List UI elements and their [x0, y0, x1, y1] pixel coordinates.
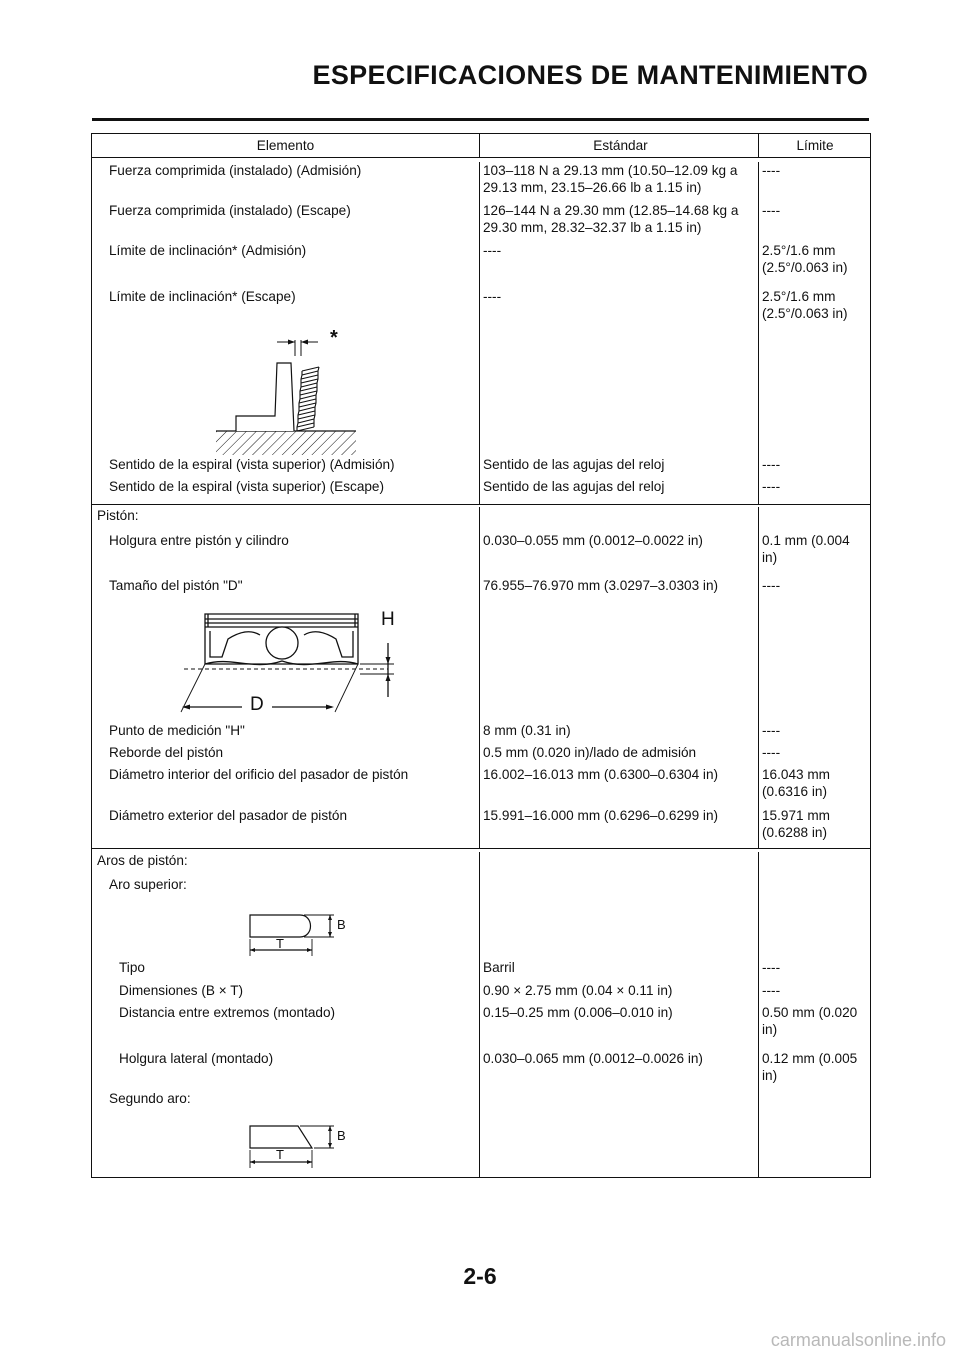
row-standard: 0.030–0.055 mm (0.0012–0.0022 in) — [480, 532, 759, 577]
subsection-row — [92, 876, 870, 901]
empty-cell — [759, 328, 868, 456]
row-standard: 0.15–0.25 mm (0.006–0.010 in) — [480, 1004, 759, 1050]
empty-cell — [759, 901, 868, 959]
table-row — [92, 456, 870, 478]
table-row — [92, 744, 870, 766]
header-standard: Estándar — [480, 134, 759, 157]
top-ring-figure — [92, 901, 480, 959]
subsection-second-ring: Segundo aro: — [92, 1090, 480, 1114]
table-row — [92, 1050, 870, 1090]
row-element: Reborde del pistón — [92, 744, 480, 766]
row-limit: ---- — [762, 479, 781, 494]
row-standard: 15.991–16.000 mm (0.6296–0.6299 in) — [480, 807, 759, 848]
watermark[interactable]: carmanualsonline.info — [770, 1330, 946, 1350]
second-ring-figure — [92, 1114, 480, 1177]
row-standard: 0.030–0.065 mm (0.0012–0.0026 in) — [480, 1050, 759, 1090]
row-element: Tipo — [92, 959, 480, 982]
section-title-row — [92, 504, 870, 532]
empty-cell — [480, 876, 759, 901]
empty-cell — [759, 601, 868, 722]
empty-cell — [759, 876, 868, 901]
empty-cell — [759, 1114, 868, 1177]
row-element: Holgura lateral (montado) — [92, 1050, 480, 1090]
row-standard: Barril — [480, 959, 759, 982]
row-element: Fuerza comprimida (instalado) (Admisión) — [92, 162, 480, 202]
row-standard: 8 mm (0.31 in) — [480, 722, 759, 744]
table-row — [92, 532, 870, 577]
section-title-row — [92, 848, 870, 876]
row-limit: 0.50 mm (0.020 in) — [762, 1005, 858, 1037]
empty-cell — [480, 601, 759, 722]
row-element: Distancia entre extremos (montado) — [92, 1004, 480, 1050]
header-limit: Límite — [796, 138, 834, 153]
table-row — [92, 478, 870, 504]
table-row — [92, 242, 870, 288]
row-limit: ---- — [762, 203, 781, 218]
title-rule — [92, 118, 869, 121]
empty-cell — [759, 1090, 868, 1114]
row-limit: 2.5°/1.6 mm (2.5°/0.063 in) — [762, 289, 848, 321]
table-row — [92, 766, 870, 807]
second-ring-figure-row — [92, 1114, 870, 1177]
table-row — [92, 1004, 870, 1050]
empty-cell — [480, 1090, 759, 1114]
empty-cell — [759, 852, 868, 876]
header-element: Elemento — [92, 134, 480, 157]
row-standard: ---- — [480, 288, 759, 328]
row-standard: Sentido de las agujas del reloj — [480, 456, 759, 478]
row-limit: ---- — [762, 457, 781, 472]
row-element: Diámetro interior del orificio del pasador de pistón — [92, 766, 480, 807]
ring2-label-t: T — [276, 1147, 284, 1162]
row-standard: 103–118 N a 29.13 mm (10.50–12.09 kg a 29.13 mm, 23.15–26.66 lb a 1.15 in) — [480, 162, 759, 202]
empty-cell — [759, 507, 868, 532]
ring-label-b: B — [337, 917, 346, 932]
spring-figure-row — [92, 328, 870, 456]
row-element: Fuerza comprimida (instalado) (Escape) — [92, 202, 480, 242]
top-ring-diagram — [92, 901, 480, 959]
row-limit: ---- — [762, 163, 781, 178]
top-ring-figure-row — [92, 901, 870, 959]
table-row — [92, 982, 870, 1004]
empty-cell — [480, 328, 759, 456]
row-limit: ---- — [762, 983, 781, 998]
table-row — [92, 202, 870, 242]
row-element: Punto de medición "H" — [92, 722, 480, 744]
row-standard: 76.955–76.970 mm (3.0297–3.0303 in) — [480, 577, 759, 601]
row-element: Límite de inclinación* (Admisión) — [92, 242, 480, 288]
empty-cell — [480, 901, 759, 959]
piston-label-h: H — [381, 609, 395, 630]
row-limit: ---- — [762, 960, 781, 975]
row-standard: Sentido de las agujas del reloj — [480, 478, 759, 504]
tilt-asterisk-label: * — [330, 327, 338, 349]
row-element: Dimensiones (B × T) — [92, 982, 480, 1004]
row-standard: ---- — [480, 242, 759, 288]
row-limit: 15.971 mm (0.6288 in) — [762, 808, 831, 840]
table-row — [92, 722, 870, 744]
empty-cell — [480, 1114, 759, 1177]
table-row — [92, 959, 870, 982]
row-element: Límite de inclinación* (Escape) — [92, 288, 480, 328]
second-ring-diagram — [92, 1114, 480, 1177]
subsection-row — [92, 1090, 870, 1114]
table-row — [92, 807, 870, 848]
row-limit: ---- — [762, 578, 781, 593]
row-standard: 126–144 N a 29.30 mm (12.85–14.68 kg a 29.30 mm, 28.32–32.37 lb a 1.15 in) — [480, 202, 759, 242]
row-element: Holgura entre pistón y cilindro — [92, 532, 480, 577]
subsection-top-ring: Aro superior: — [92, 876, 480, 901]
piston-diagram — [92, 601, 480, 722]
row-element: Tamaño del pistón "D" — [92, 577, 480, 601]
piston-label-d: D — [250, 694, 264, 715]
row-element: Diámetro exterior del pasador de pistón — [92, 807, 480, 848]
spring-tilt-diagram — [92, 328, 480, 456]
row-standard: 0.5 mm (0.020 in)/lado de admisión — [480, 744, 759, 766]
table-row — [92, 288, 870, 328]
ring-label-t: T — [276, 936, 284, 951]
spring-figure — [92, 328, 480, 456]
row-limit: 16.043 mm (0.6316 in) — [762, 767, 831, 799]
page-number: 2-6 — [463, 1263, 497, 1289]
row-standard: 16.002–16.013 mm (0.6300–0.6304 in) — [480, 766, 759, 807]
row-limit: ---- — [762, 745, 781, 760]
row-limit: 2.5°/1.6 mm (2.5°/0.063 in) — [762, 243, 848, 275]
ring2-label-b: B — [337, 1128, 346, 1143]
section-title-rings: Aros de pistón: — [92, 852, 480, 876]
section-title-piston: Pistón: — [92, 507, 480, 532]
empty-cell — [480, 507, 759, 532]
table-header — [92, 134, 870, 158]
page-title: ESPECIFICACIONES DE MANTENIMIENTO — [312, 60, 868, 90]
table-row — [92, 577, 870, 601]
spec-table — [91, 133, 871, 1178]
table-row — [92, 158, 870, 202]
row-limit: 0.12 mm (0.005 in) — [762, 1051, 858, 1083]
piston-figure-row — [92, 601, 870, 722]
empty-cell — [480, 852, 759, 876]
piston-figure — [92, 601, 480, 722]
row-limit: 0.1 mm (0.004 in) — [762, 533, 850, 565]
row-element: Sentido de la espiral (vista superior) (Admisión) — [92, 456, 480, 478]
row-standard: 0.90 × 2.75 mm (0.04 × 0.11 in) — [480, 982, 759, 1004]
row-element: Sentido de la espiral (vista superior) (Escape) — [92, 478, 480, 504]
row-limit: ---- — [762, 723, 781, 738]
